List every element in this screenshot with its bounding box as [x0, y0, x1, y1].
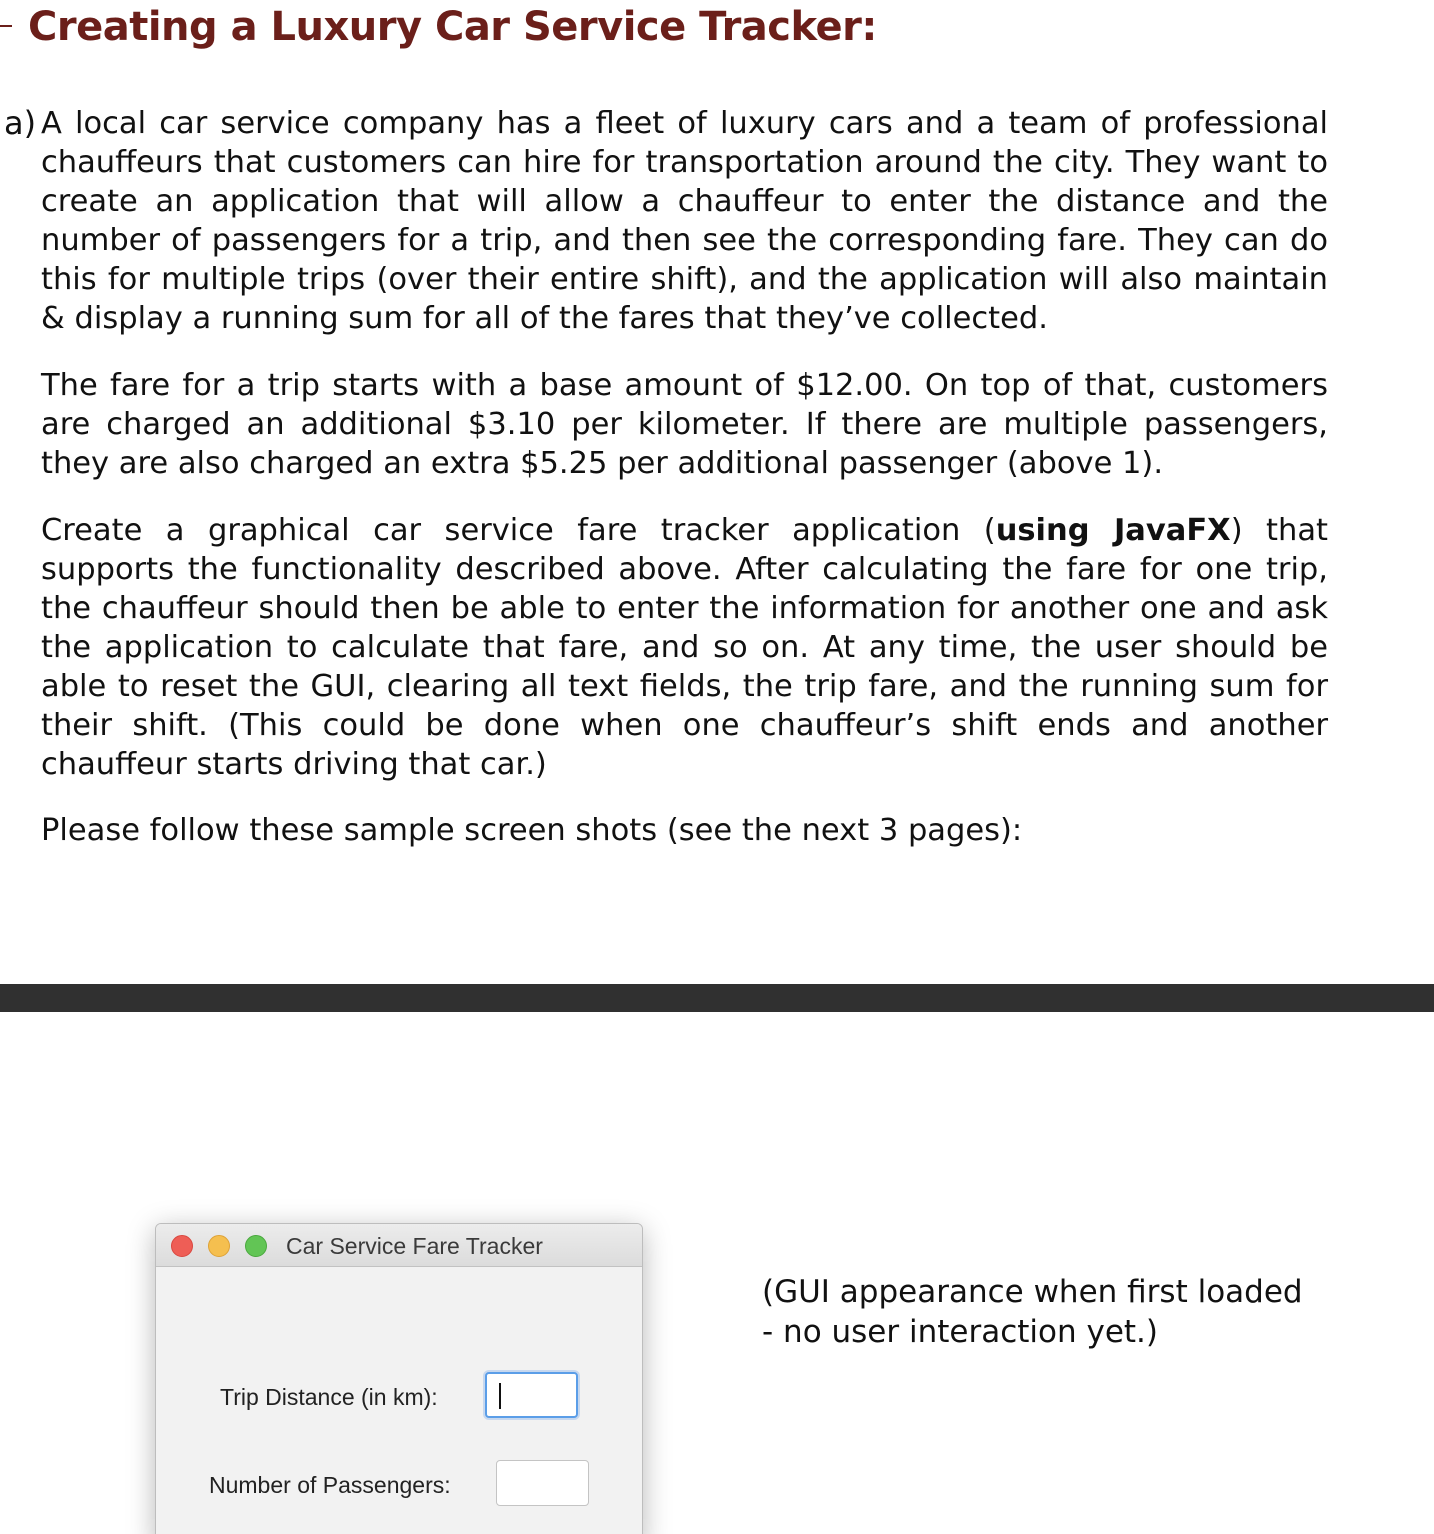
requirements-bold-javafx: using JavaFX — [995, 513, 1231, 548]
minimize-window-button[interactable] — [208, 1235, 230, 1257]
page-divider — [0, 984, 1434, 1012]
page-edge-mark — [0, 25, 12, 27]
app-window — [155, 1223, 643, 1534]
paragraph-screenshots-note: Please follow these sample screen shots (see the next 3 pages): — [41, 813, 1023, 848]
maximize-window-button[interactable] — [245, 1235, 267, 1257]
screenshot-caption: (GUI appearance when first loaded - no user interaction yet.) — [762, 1274, 1303, 1350]
paragraph-fare-rules: The fare for a trip starts with a base amount of $12.00. On top of that, customers are charged an additional $3.10 per kilometer. If there are multiple passengers, they are also charged an extra $5.25 per additional passenger (above 1). — [41, 368, 1328, 481]
text-caret — [499, 1383, 501, 1409]
document-title: Creating a Luxury Car Service Tracker: — [28, 4, 877, 50]
requirements-text-start: Create a graphical car service fare tracker application ( — [41, 513, 996, 548]
requirements-text-end: ) that supports the functionality described above. After calculating the fare for one trip, the chauffeur should then be able to enter the information for another one and ask the application to calculate that fare, and so on. At any time, the user should be able to reset the GUI, clearing all text fields, the trip fare, and the running sum for their shift. (This could be done when one chauffeur’s shift ends and another chauffeur starts driving that car.) — [41, 513, 1328, 782]
close-window-button[interactable] — [171, 1235, 193, 1257]
paragraph-intro: A local car service company has a fleet of luxury cars and a team of professional chauffeurs that customers can hire for transportation around the city. They want to create an application that will allow a chauffeur to enter the distance and the number of passengers for a trip, and then see the corresponding fare. They can do this for multiple trips (over their entire shift), and the application will also maintain & display a running sum for all of the fares that they’ve collected. — [41, 106, 1328, 336]
window-titlebar[interactable] — [156, 1224, 642, 1267]
passengers-label: Number of Passengers: — [209, 1472, 451, 1498]
window-title: Car Service Fare Tracker — [286, 1233, 543, 1259]
trip-distance-label: Trip Distance (in km): — [220, 1384, 438, 1410]
paragraph-requirements — [41, 511, 1328, 784]
list-marker: a) — [4, 104, 37, 142]
passengers-input[interactable] — [496, 1460, 589, 1506]
